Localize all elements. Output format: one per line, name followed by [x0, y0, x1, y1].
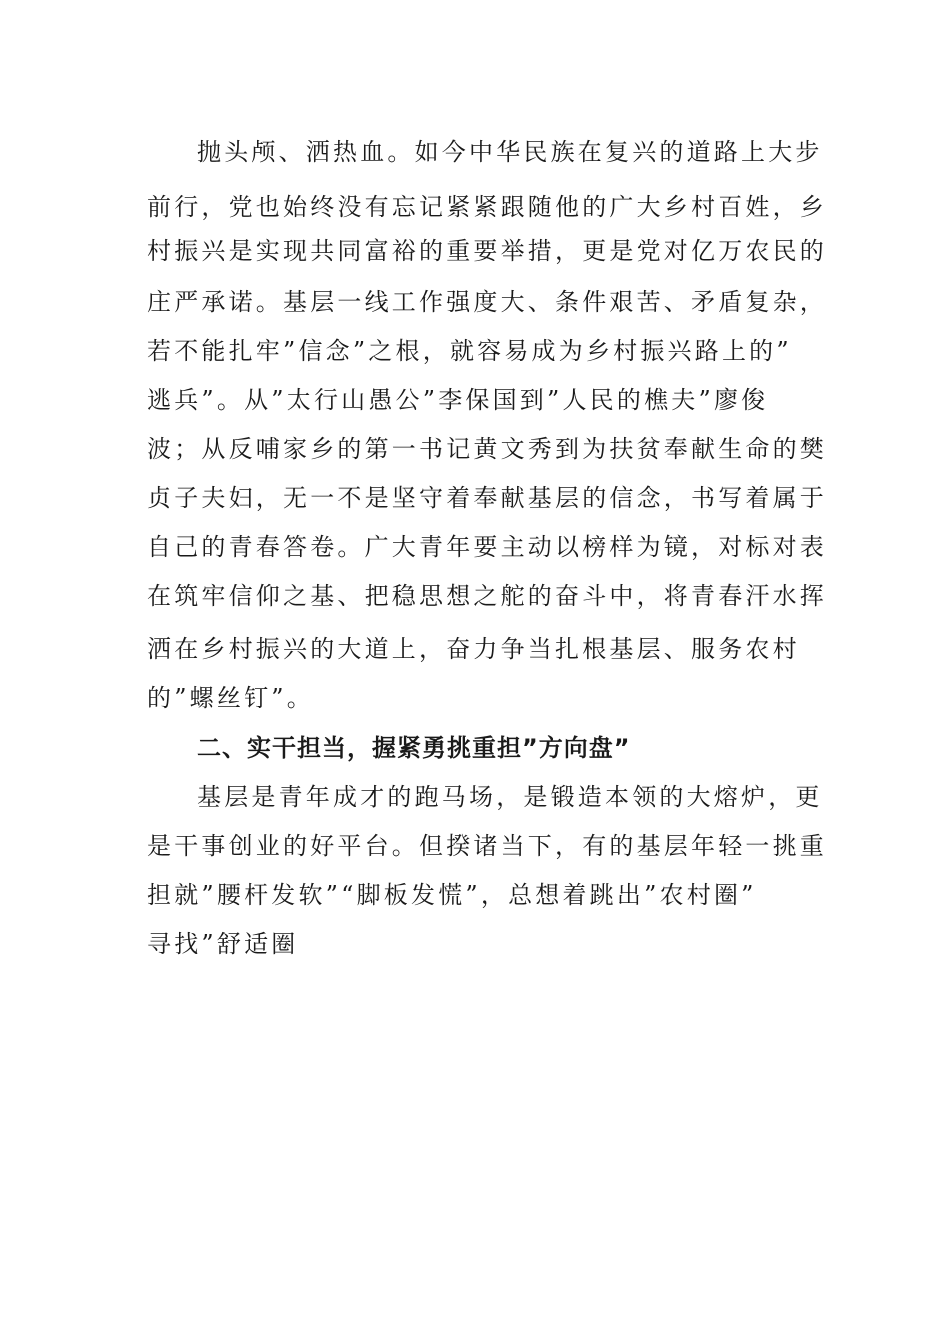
paragraph-line: 前行，党也始终没有忘记紧紧跟随他的广大乡村百姓，乡 — [147, 193, 827, 221]
paragraph-line: 是干事创业的好平台。但揆诸当下，有的基层年轻一挑重 — [147, 832, 827, 860]
paragraph-line: 洒在乡村振兴的大道上，奋力争当扎根基层、服务农村 — [147, 635, 800, 663]
paragraph-line: 寻找”舒适圈 — [147, 930, 299, 958]
paragraph-line: 抛头颅、洒热血。如今中华民族在复兴的道路上大步 — [197, 138, 823, 166]
paragraph-line: 波；从反哺家乡的第一书记黄文秀到为扶贫奉献生命的樊 — [147, 435, 827, 463]
paragraph-line: 基层是青年成才的跑马场，是锻造本领的大熔炉，更 — [197, 783, 823, 811]
paragraph-line: 逃兵”。从”太行山愚公”李保国到”人民的樵夫”廖俊 — [147, 386, 769, 414]
paragraph-line: 担就”腰杆发软”“脚板发慌”，总想着跳出”农村圈” — [147, 881, 757, 909]
paragraph-line: 贞子夫妇，无一不是坚守着奉献基层的信念，书写着属于 — [147, 484, 827, 512]
paragraph-line: 庄严承诺。基层一线工作强度大、条件艰苦、矛盾复杂， — [147, 288, 827, 316]
paragraph-line: 自己的青春答卷。广大青年要主动以榜样为镜，对标对表 — [147, 533, 827, 561]
section-heading: 二、实干担当，握紧勇挑重担”方向盘” — [197, 734, 631, 762]
paragraph-line: 在筑牢信仰之基、把稳思想之舵的奋斗中，将青春汗水挥 — [147, 582, 827, 610]
paragraph-line: 的”螺丝钉”。 — [147, 684, 314, 712]
paragraph-line: 若不能扎牢”信念”之根，就容易成为乡村振兴路上的” — [147, 337, 792, 365]
paragraph-line: 村振兴是实现共同富裕的重要举措，更是党对亿万农民的 — [147, 237, 827, 265]
